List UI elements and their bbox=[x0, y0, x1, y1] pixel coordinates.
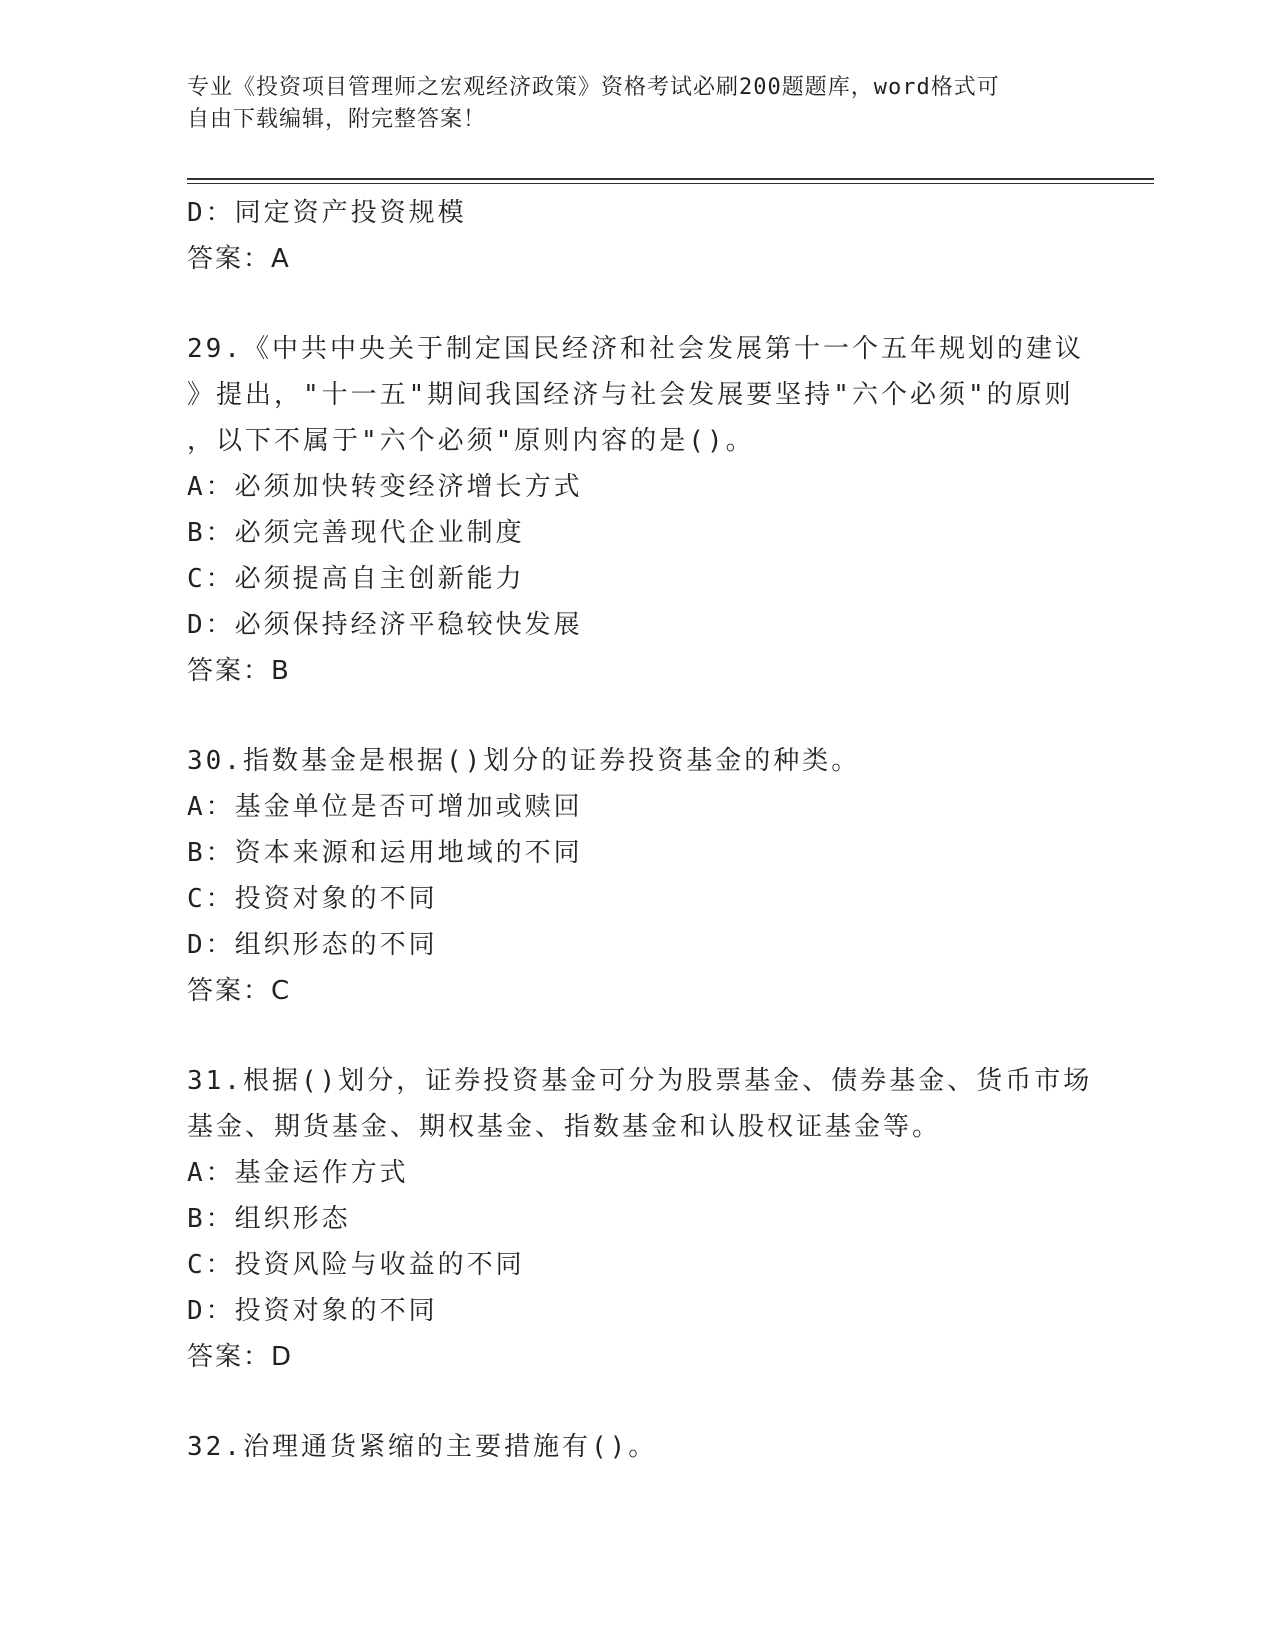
option-a: A：基金单位是否可增加或赎回 bbox=[187, 792, 583, 822]
option-b: B：必须完善现代企业制度 bbox=[187, 518, 525, 548]
document-header bbox=[187, 72, 1087, 136]
option-d: D：同定资产投资规模 bbox=[187, 198, 467, 228]
header-divider-thin bbox=[187, 183, 1154, 184]
question-28-tail bbox=[187, 190, 1087, 282]
question-32 bbox=[187, 1424, 1087, 1470]
option-a: A：必须加快转变经济增长方式 bbox=[187, 472, 583, 502]
option-c: C：投资对象的不同 bbox=[187, 884, 438, 914]
question-text: 29.《中共中央关于制定国民经济和社会发展第十一个五年规划的建议 bbox=[187, 334, 1084, 364]
answer: 答案：A bbox=[187, 244, 291, 274]
question-text: 》提出，"十一五"期间我国经济与社会发展要坚持"六个必须"的原则 bbox=[187, 380, 1074, 410]
option-c: C：投资风险与收益的不同 bbox=[187, 1250, 525, 1280]
question-list bbox=[187, 190, 1093, 1470]
header-line-2: 自由下载编辑，附完整答案！ bbox=[187, 107, 487, 132]
option-d: D：必须保持经济平稳较快发展 bbox=[187, 610, 583, 640]
header-line-1: 专业《投资项目管理师之宏观经济政策》资格考试必刷200题题库，word格式可 bbox=[187, 75, 1000, 100]
option-d: D：投资对象的不同 bbox=[187, 1296, 438, 1326]
option-a: A：基金运作方式 bbox=[187, 1158, 409, 1188]
option-c: C：必须提高自主创新能力 bbox=[187, 564, 525, 594]
header-divider-thick bbox=[187, 178, 1154, 180]
question-text: 32.治理通货紧缩的主要措施有()。 bbox=[187, 1432, 658, 1462]
option-b: B：组织形态 bbox=[187, 1204, 351, 1234]
question-text: 30.指数基金是根据()划分的证券投资基金的种类。 bbox=[187, 746, 861, 776]
option-d: D：组织形态的不同 bbox=[187, 930, 438, 960]
question-30 bbox=[187, 738, 1087, 1014]
question-29 bbox=[187, 326, 1087, 694]
question-text: 基金、期货基金、期权基金、指数基金和认股权证基金等。 bbox=[187, 1112, 942, 1142]
answer: 答案：B bbox=[187, 656, 291, 686]
answer: 答案：D bbox=[187, 1342, 294, 1372]
question-text: 31.根据()划分，证券投资基金可分为股票基金、债券基金、货币市场 bbox=[187, 1066, 1093, 1096]
question-31 bbox=[187, 1058, 1093, 1380]
question-text: ，以下不属于"六个必须"原则内容的是()。 bbox=[187, 426, 755, 456]
option-b: B：资本来源和运用地域的不同 bbox=[187, 838, 583, 868]
answer: 答案：C bbox=[187, 976, 292, 1006]
